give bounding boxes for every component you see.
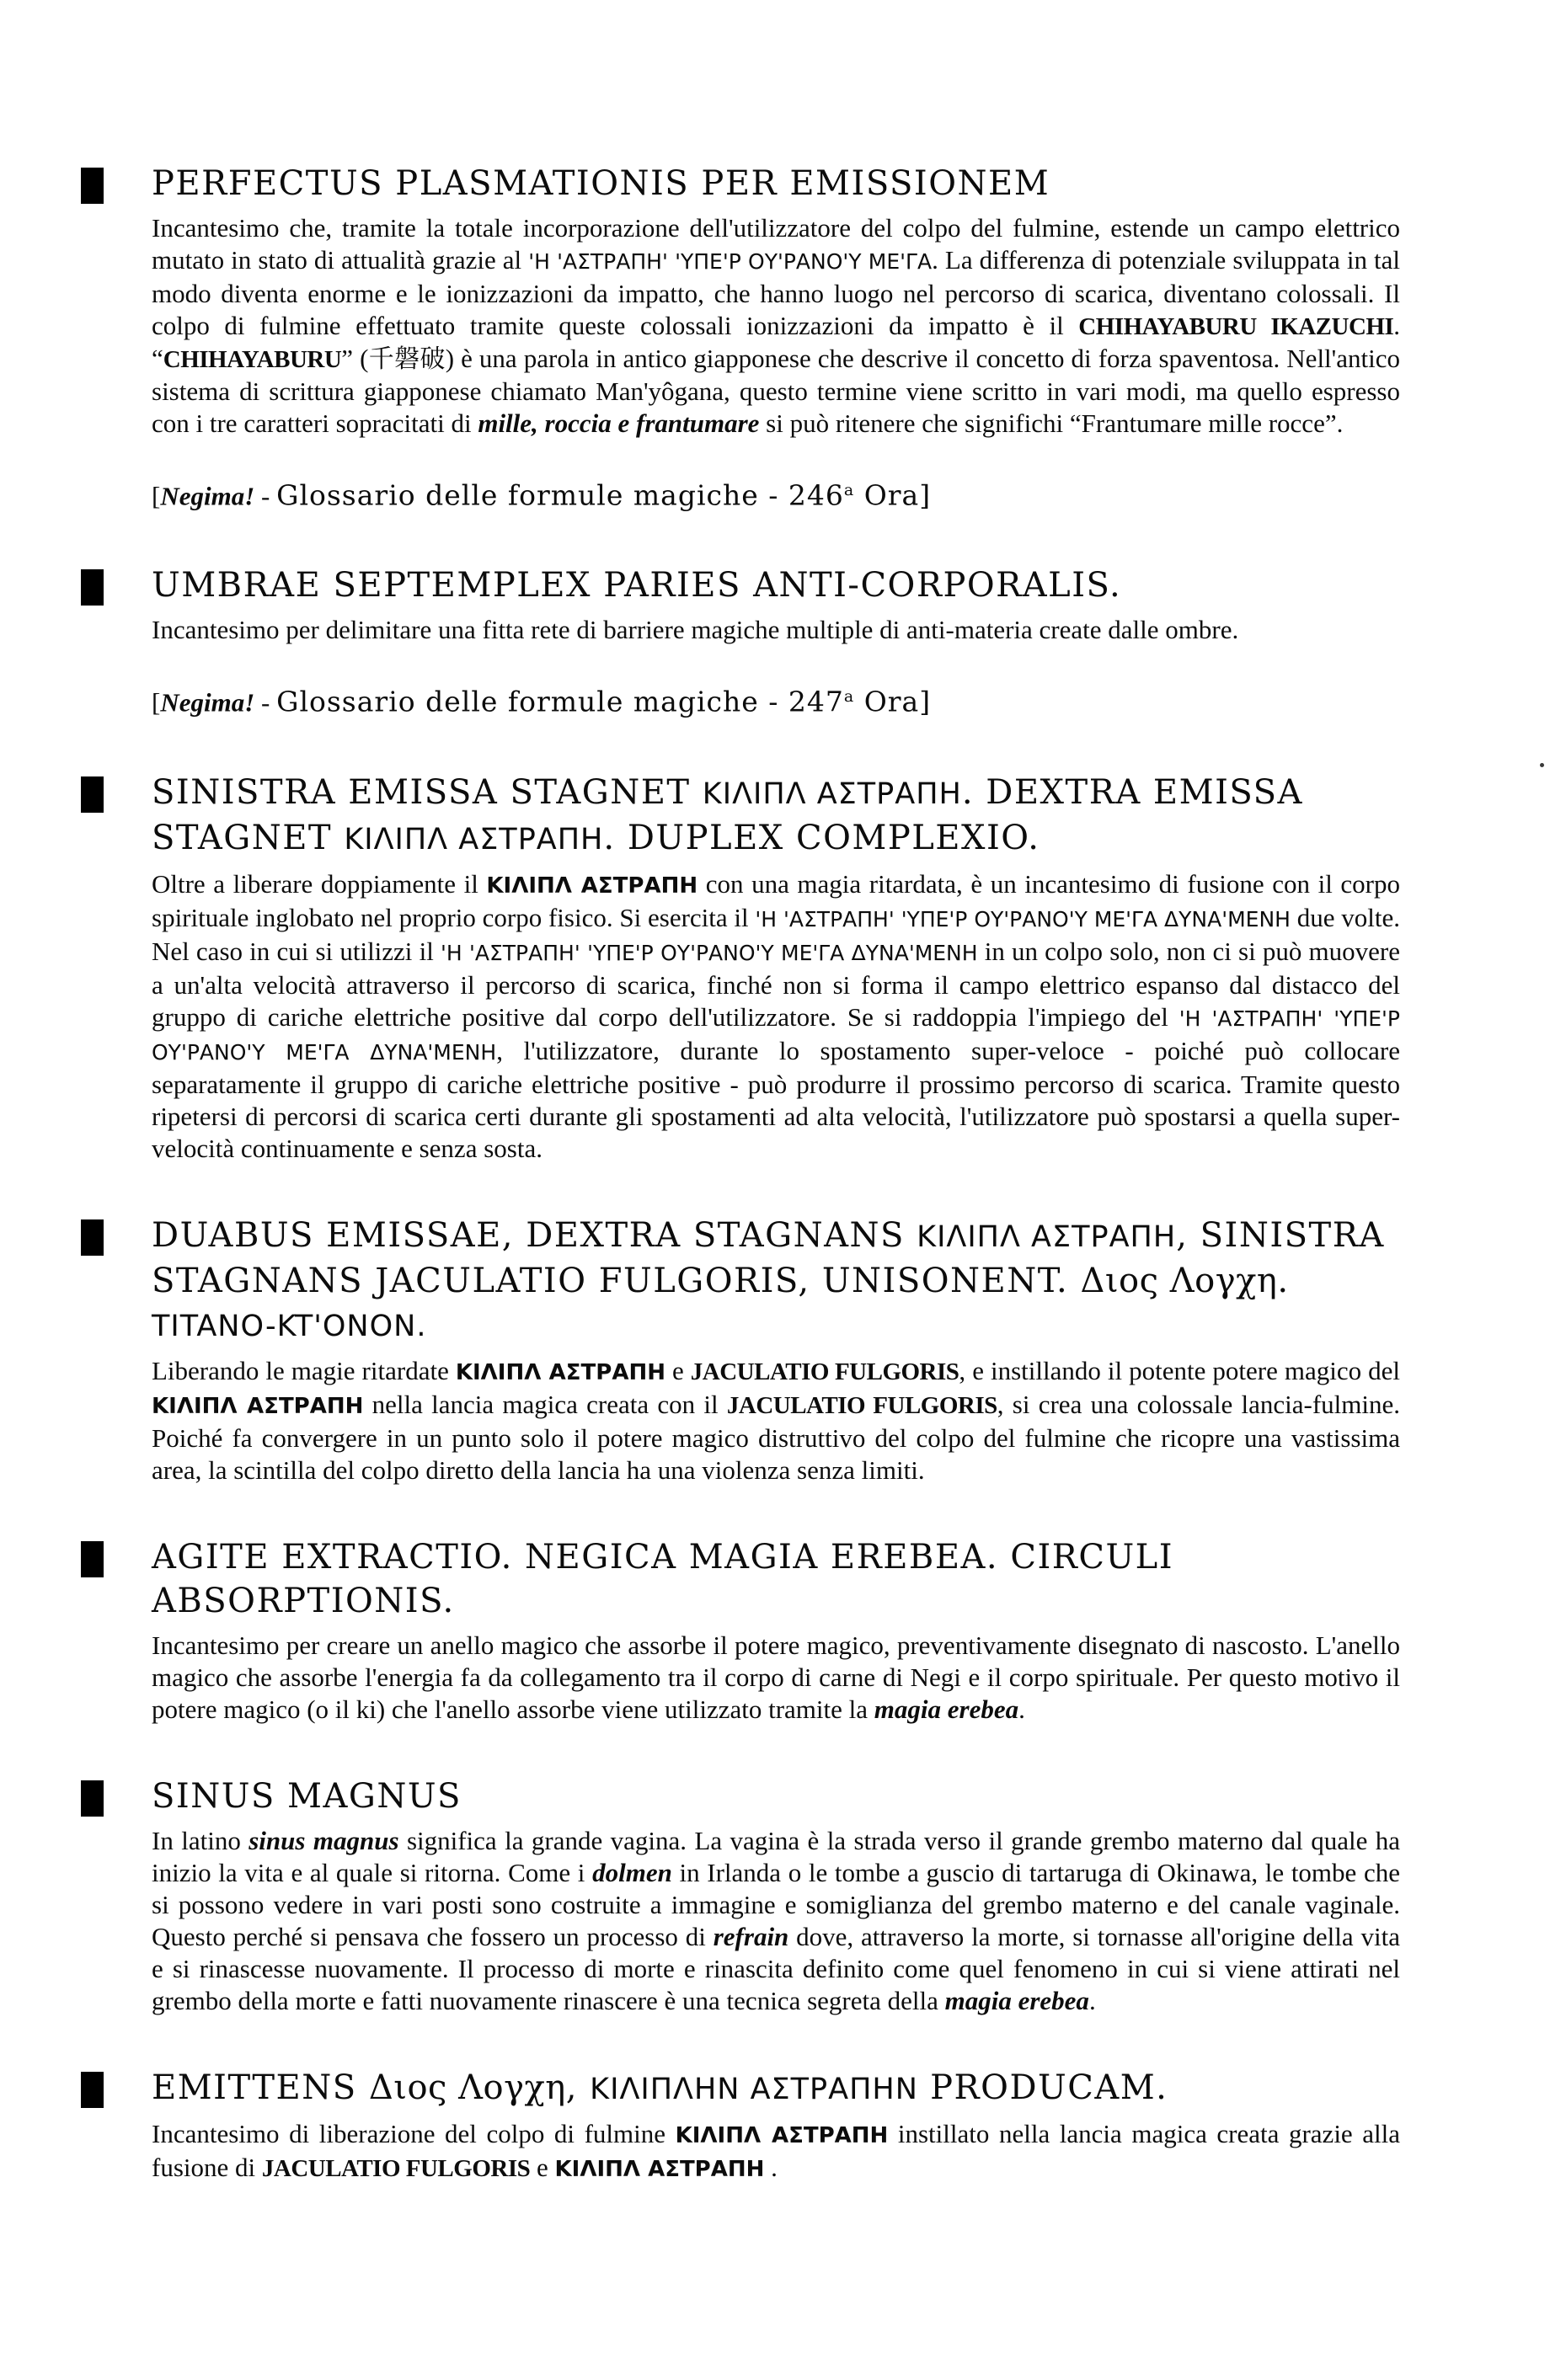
footer-text-segment: [	[152, 481, 161, 511]
body-text-segment: ” (	[341, 344, 369, 373]
heading-text-segment: AGITE EXTRACTIO. NEGICA MAGIA EREBEA. CIRCULI ABSORPTIONIS.	[152, 1537, 1174, 1620]
footer-text-segment: Negima!	[160, 481, 255, 511]
scan-artifact-speck	[1540, 763, 1544, 767]
square-bullet-icon	[81, 1780, 104, 1817]
heading-text-segment: DUABUS EMISSAE, DEXTRA STAGNANS	[152, 1215, 917, 1255]
entry-body	[152, 1355, 1400, 1486]
body-text-segment: refrain	[713, 1921, 789, 1951]
body-text-segment: CHIHAYABURU IKAZUCHI	[1078, 313, 1394, 340]
heading-text-segment: TITANO-KT'ONON.	[152, 1309, 427, 1343]
body-text-segment: . “	[152, 311, 1400, 373]
body-text-segment: .	[764, 2152, 778, 2182]
heading-text-segment: EMITTENS	[152, 2068, 369, 2107]
body-text-segment: e	[530, 2152, 555, 2182]
footer-text-segment: Ora]	[854, 478, 932, 512]
body-text-segment: Incantesimo per delimitare una fitta rete di barriere magiche multiple di anti-materia create dalle ombre.	[152, 615, 1239, 645]
entry-source-reference	[152, 678, 1400, 721]
body-text-segment: nella lancia magica creata con il	[363, 1389, 727, 1419]
heading-text-segment: SINISTRA EMISSA STAGNET	[152, 772, 703, 812]
entry-heading	[152, 1774, 1400, 1818]
body-text-segment: ) è una parola in antico giapponese che descrive il concetto di forza spaventosa. Nell'antico sistema di scrittura giapponese chiamato Man'yôgana, questo termine viene scritto in vari modi, ma quello espresso con i tre caratteri sopracitati di	[152, 344, 1400, 438]
body-text-segment: con una magia ritardata, è un incantesimo di fusione con il corpo spirituale inglobato nel proprio corpo fisico. Si esercita il	[152, 868, 1400, 932]
entry-body	[152, 1825, 1400, 2017]
body-text-segment: , e instillando il potente potere magico del	[959, 1355, 1400, 1385]
heading-text-segment: PERFECTUS PLASMATIONIS PER EMISSIONEM	[152, 164, 1050, 203]
entry-heading	[152, 771, 1400, 862]
body-text-segment: Incantesimo che, tramite la totale incorporazione dell'utilizzatore del colpo del fulmine, estende un campo elettrico mutato in stato di attualità grazie al	[152, 213, 1400, 275]
entry-body	[152, 614, 1400, 646]
glossary-sections	[152, 162, 1400, 2234]
glossary-entry-umbrae-septemplex-paries-anti-corporalis	[152, 563, 1400, 721]
body-text-segment: Oltre a liberare doppiamente il	[152, 868, 487, 899]
glossary-entry-emittens-dios-logche-producam	[152, 2066, 1400, 2185]
body-text-segment: dove, attraverso la morte, si tornasse all'origine della vita e si rinascesse nuovamente. Il processo di morte e rinascita definito come quel fenomeno in cui si viene attirati nel grembo della morte e fatti nuovamente rinascere è una tecnica segreta della	[152, 1921, 1400, 2015]
body-text-segment: ΚΙΛΙΠΛ ΑΣΤΡΑΠΗ	[455, 1359, 665, 1385]
body-text-segment: mille, roccia e frantumare	[478, 408, 760, 438]
body-text-segment: dolmen	[592, 1857, 672, 1887]
square-bullet-icon	[81, 2072, 104, 2108]
entry-heading	[152, 563, 1400, 607]
body-text-segment: .	[1018, 1694, 1025, 1724]
body-text-segment: JACULATIO FULGORIS	[690, 1358, 959, 1385]
body-text-segment: JACULATIO FULGORIS	[261, 2154, 531, 2182]
body-text-segment: sinus magnus	[249, 1825, 399, 1855]
body-text-segment: magia erebea	[944, 1985, 1089, 2015]
heading-text-segment: . DEXTRA EMISSA STAGNET	[152, 772, 1303, 857]
heading-text-segment: Διος Λογχη	[1080, 1261, 1278, 1300]
body-text-segment: JACULATIO FULGORIS	[726, 1391, 997, 1419]
square-bullet-icon	[81, 1219, 104, 1256]
heading-text-segment: ΚΙΛΙΠΛ ΑΣΤΡΑΠΗ	[917, 1219, 1177, 1254]
entry-heading	[152, 162, 1400, 205]
glossary-entry-duabus-emissae-titano-ktonon	[152, 1214, 1400, 1486]
heading-text-segment: SINUS MAGNUS	[152, 1776, 462, 1816]
body-text-segment: . La differenza di potenziale sviluppata in tal modo diventa enorme e le ionizzazioni da impatto, che hanno luogo nel percorso di scarica, diventano colossali. Il colpo di fulmine effettuato tramite queste colossali ionizzazioni da impatto è il	[152, 245, 1400, 340]
body-text-segment: 'Η 'ΑΣΤΡΑΠΗ' 'ΥΠΕ'Ρ ΟΥ'ΡΑΝΟ'Υ ΜΕ'ΓΑ ΔΥΝΑ'ΜΕΝΗ	[755, 906, 1291, 931]
body-text-segment: 千磐破	[368, 345, 446, 373]
glossary-entry-sinus-magnus	[152, 1774, 1400, 2017]
footer-text-segment: Ora]	[854, 685, 932, 718]
body-text-segment: significa la grande vagina. La vagina è la strada verso il grande grembo materno dal quale ha inizio la vita e al quale si ritorna. Come i	[152, 1825, 1400, 1887]
footer-text-segment: Glossario delle formule magiche - 247	[276, 685, 844, 718]
body-text-segment: 'Η 'ΑΣΤΡΑΠΗ' 'ΥΠΕ'Ρ ΟΥ'ΡΑΝΟ'Υ ΜΕ'ΓΑ ΔΥΝΑ'ΜΕΝΗ	[152, 1006, 1400, 1065]
body-text-segment: due volte. Nel caso in cui si utilizzi il	[152, 902, 1400, 966]
square-bullet-icon	[81, 168, 104, 204]
square-bullet-icon	[81, 569, 104, 606]
entry-heading	[152, 1535, 1400, 1623]
body-text-segment: , l'utilizzatore, durante lo spostamento super-veloce - poiché può collocare separatamente il gruppo di cariche elettriche positive - può produrre il prossimo percorso di scarica. Tramite questo ripetersi di percorsi di scarica certi durante gli spostamenti ad alta velocità, l'utilizzatore può spostarsi a quella super-velocità continuamente e senza sosta.	[152, 1035, 1400, 1163]
entry-heading	[152, 2066, 1400, 2111]
body-text-segment: in Irlanda o le tombe a guscio di tartaruga di Okinawa, le tombe che si possono vedere in vari posti sono costruite a immagine e somiglianza del grembo materno e del canale vaginale. Questo perché si pensava che fossero un processo di	[152, 1857, 1400, 1951]
body-text-segment: ΚΙΛΙΠΛ ΑΣΤΡΑΠΗ	[152, 1393, 364, 1419]
footer-text-segment: -	[254, 481, 277, 511]
entry-body	[152, 212, 1400, 440]
body-text-segment: ΚΙΛΙΠΛ ΑΣΤΡΑΠΗ	[554, 2156, 765, 2182]
glossary-entry-sinistra-emissa-stagnet-duplex-complexio	[152, 771, 1400, 1165]
body-text-segment: , si crea una colossale lancia-fulmine. Poiché fa convergere in un punto solo il potere magico distruttivo del colpo del fulmine che ricopre una vastissima area, la scintilla del colpo diretto della lancia ha una violenza senza limiti.	[152, 1389, 1400, 1485]
square-bullet-icon	[81, 1541, 104, 1577]
glossary-entry-agite-extractio-circuli-absorptionis	[152, 1535, 1400, 1726]
entry-heading	[152, 1214, 1400, 1348]
footer-text-segment: Glossario delle formule magiche - 246	[276, 478, 844, 512]
body-text-segment: Liberando le magie ritardate	[152, 1355, 456, 1385]
heading-text-segment: ,	[565, 2068, 591, 2107]
body-text-segment: 'Η 'ΑΣΤΡΑΠΗ' 'ΥΠΕ'Ρ ΟΥ'ΡΑΝΟ'Υ ΜΕ'ΓΑ ΔΥΝΑ'ΜΕΝΗ	[440, 940, 978, 965]
footer-text-segment: [	[152, 687, 161, 718]
entry-body	[152, 1630, 1400, 1726]
footer-text-segment: -	[254, 687, 277, 718]
body-text-segment: Incantesimo di liberazione del colpo di fulmine	[152, 2118, 676, 2148]
body-text-segment: .	[1088, 1985, 1096, 2015]
entry-source-reference	[152, 472, 1400, 515]
body-text-segment: instillato nella lancia magica creata grazie alla fusione di	[152, 2118, 1401, 2182]
body-text-segment: In latino	[152, 1825, 249, 1855]
body-text-segment: magia erebea	[874, 1694, 1019, 1724]
footer-text-segment: Negima!	[160, 687, 255, 718]
heading-text-segment: ΚΙΛΙΠΛ ΑΣΤΡΑΠΗ	[344, 822, 604, 856]
body-text-segment: in un colpo solo, non ci si può muovere a un'alta velocità attraverso il percorso di scarica, finché non si forma il campo elettrico espanso dal distacco del gruppo di cariche elettriche positive dal corpo dell'utilizzatore. Se si raddoppia l'impiego del	[152, 936, 1400, 1032]
heading-text-segment: UMBRAE SEPTEMPLEX PARIES ANTI-CORPORALIS.	[152, 566, 1122, 606]
body-text-segment: 'Η 'ΑΣΤΡΑΠΗ' 'ΥΠΕ'Ρ ΟΥ'ΡΑΝΟ'Υ ΜΕ'ΓΑ	[528, 249, 933, 274]
glossary-entry-perfectus-plasmationis-per-emissionem	[152, 162, 1400, 515]
footer-text-segment: a	[843, 687, 855, 707]
entry-body	[152, 2118, 1400, 2185]
body-text-segment: si può ritenere che significhi “Frantumare mille rocce”.	[759, 408, 1344, 438]
heading-text-segment: .	[1277, 1261, 1290, 1300]
heading-text-segment: ΚΙΛΙΠΛ ΑΣΤΡΑΠΗ	[702, 776, 962, 811]
square-bullet-icon	[81, 776, 104, 813]
entry-body	[152, 868, 1400, 1165]
body-text-segment: CHIHAYABURU	[163, 346, 342, 373]
heading-text-segment: PRODUCAM.	[917, 2068, 1168, 2107]
heading-text-segment: ΚΙΛΙΠΛΗΝ ΑΣΤΡΑΠΗΝ	[590, 2072, 918, 2106]
body-text-segment: ΚΙΛΙΠΛ ΑΣΤΡΑΠΗ	[675, 2122, 889, 2148]
body-text-segment: Incantesimo per creare un anello magico che assorbe il potere magico, preventivamente disegnato di nascosto. L'anello magico che assorbe l'energia fa da collegamento tra il corpo di carne di Negi e il corpo spirituale. Per questo motivo il potere magico (o il ki) che l'anello assorbe viene utilizzato tramite la	[152, 1630, 1400, 1724]
heading-text-segment: , SINISTRA STAGNANS JACULATIO FULGORIS, UNISONENT.	[152, 1215, 1385, 1300]
body-text-segment: e	[665, 1355, 691, 1385]
heading-text-segment: . DUPLEX COMPLEXIO.	[603, 818, 1040, 857]
heading-text-segment: Διος Λογχη	[368, 2068, 566, 2107]
footer-text-segment: a	[843, 481, 855, 499]
body-text-segment: ΚΙΛΙΠΛ ΑΣΤΡΑΠΗ	[486, 872, 698, 899]
